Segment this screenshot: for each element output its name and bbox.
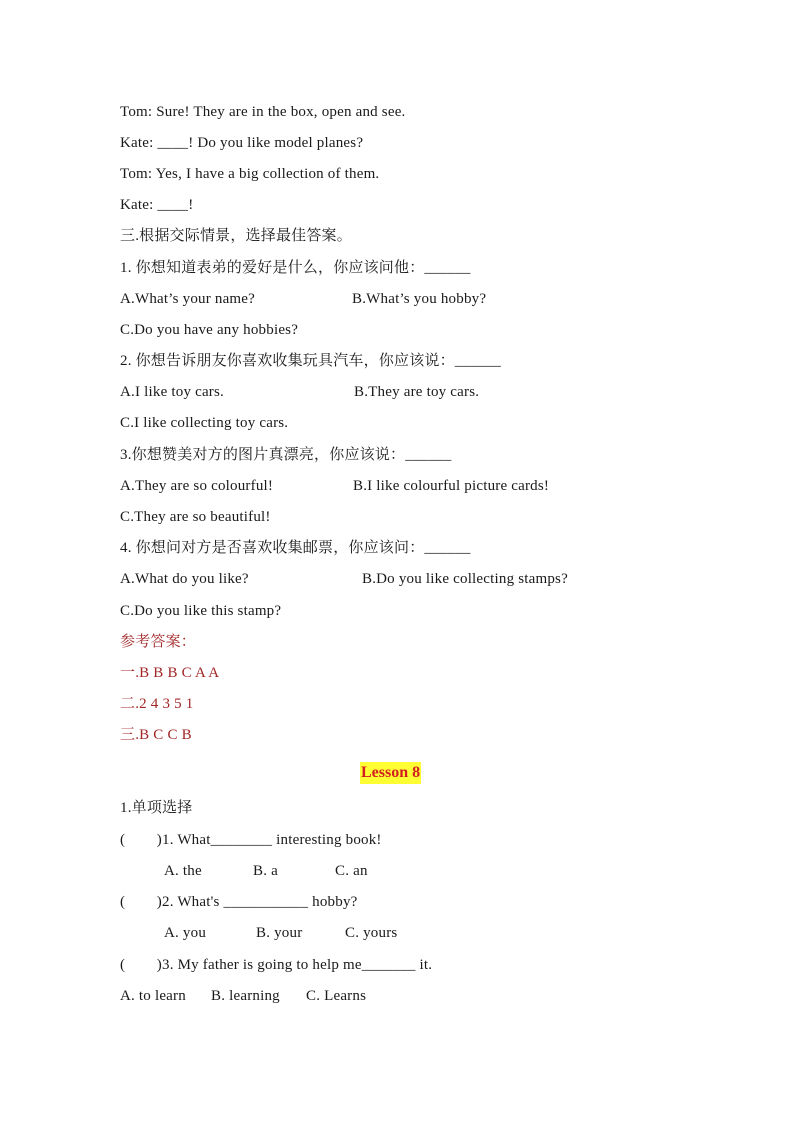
s3-q2-option-c: C.I like collecting toy cars. (120, 415, 289, 431)
s3-q4-stem: 4. 你想问对方是否喜欢收集邮票，你应该问：______ (120, 540, 471, 556)
s3-q4-option-b: B.Do you like collecting stamps? (362, 571, 568, 587)
l8-q2-option-a: A. you (164, 925, 207, 941)
s3-q4-option-c: C.Do you like this stamp? (120, 603, 282, 619)
l8-q3-stem: ( )3. My father is going to help me_______ it. (120, 957, 433, 973)
l8-q3-option-b: B. learning (211, 988, 280, 1004)
l8-q2-stem: ( )2. What's ___________ hobby? (120, 894, 358, 910)
s3-q2-option-a: A.I like toy cars. (120, 384, 224, 400)
l8-q2-option-c: C. yours (345, 925, 398, 941)
section3-heading: 三.根据交际情景，选择最佳答案。 (120, 228, 352, 244)
lesson-title: Lesson 8 (360, 762, 421, 784)
s3-q3-option-c: C.They are so beautiful! (120, 509, 271, 525)
s3-q2-option-b: B.They are toy cars. (354, 384, 480, 400)
s3-q3-option-b: B.I like colourful picture cards! (353, 478, 550, 494)
l8-q3-option-c: C. Learns (306, 988, 367, 1004)
l8-q1-option-b: B. a (253, 863, 278, 879)
s3-q3-stem: 3.你想赞美对方的图片真漂亮，你应该说：______ (120, 447, 452, 463)
s3-q3-option-a: A.They are so colourful! (120, 478, 274, 494)
l8-q1-option-a: A. the (164, 863, 202, 879)
s3-q2-stem: 2. 你想告诉朋友你喜欢收集玩具汽车，你应该说：______ (120, 353, 502, 369)
s3-q1-stem: 1. 你想知道表弟的爱好是什么，你应该问他：______ (120, 260, 471, 276)
s3-q4-option-a: A.What do you like? (120, 571, 249, 587)
dialogue-line-3: Tom: Yes, I have a big collection of them. (120, 166, 380, 182)
answers-heading: 参考答案： (120, 634, 197, 650)
dialogue-line-4: Kate: ____! (120, 197, 194, 213)
l8-q2-option-b: B. your (256, 925, 303, 941)
answers-part-two: 二.2 4 3 5 1 (120, 696, 194, 712)
lesson8-heading: 1.单项选择 (120, 800, 193, 816)
l8-q1-stem: ( )1. What________ interesting book! (120, 832, 382, 848)
s3-q1-option-b: B.What’s you hobby? (352, 291, 487, 307)
s3-q1-option-a: A.What’s your name? (120, 291, 256, 307)
dialogue-line-1: Tom: Sure! They are in the box, open and see. (120, 104, 406, 120)
l8-q3-option-a: A. to learn (120, 988, 186, 1004)
l8-q1-option-c: C. an (335, 863, 368, 879)
s3-q1-option-c: C.Do you have any hobbies? (120, 322, 299, 338)
dialogue-line-2: Kate: ____! Do you like model planes? (120, 135, 364, 151)
answers-part-three: 三.B C C B (120, 727, 192, 743)
answers-part-one: 一.B B B C A A (120, 665, 220, 681)
